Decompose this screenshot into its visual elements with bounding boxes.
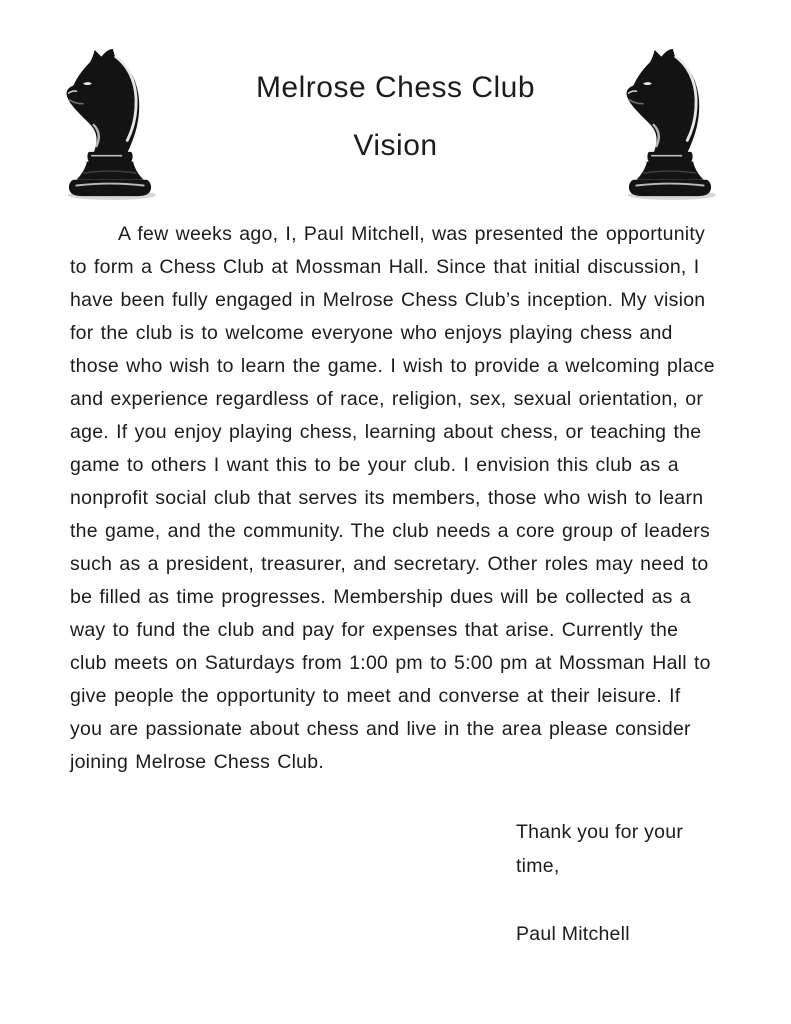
signature-name: Paul Mitchell bbox=[516, 923, 630, 945]
page-title: Melrose Chess Club bbox=[255, 71, 536, 104]
letter-main bbox=[0, 212, 791, 951]
letter-signoff bbox=[516, 815, 731, 951]
letter-body-paragraph: A few weeks ago, I, Paul Mitchell, was presented the opportunity to form a Chess Club at Mossman Hall. Since that initial discussion, I have been fully engaged in Melrose Chess Club’s inception. My vision for the club is to welcome everyone who enjoys playing chess and those who wish to learn the game. I wish to provide a welcoming place and experience regardless of race, religion, sex, sexual orientation, or age. If you enjoy playing chess, learning about chess, or teaching the game to others I want this to be your club. I envision this club as a nonprofit social club that serves its members, those who wish to learn the game, and the community. The club needs a core group of leaders such as a president, treasurer, and secretary. Other roles may need to be filled as time progresses. Membership dues will be collected as a way to fund the club and pay for expenses that arise. Currently the club meets on Saturdays from 1:00 pm to 5:00 pm at Mossman Hall to give people the opportunity to meet and converse at their leisure. If you are passionate about chess and live in the area please consider joining Melrose Chess Club. bbox=[70, 223, 715, 773]
closing-line: Thank you for your time, bbox=[516, 821, 684, 877]
knight-chess-piece-icon-left bbox=[60, 44, 160, 202]
knight-chess-piece-icon-right bbox=[620, 44, 720, 202]
letter-header bbox=[0, 0, 791, 212]
page-subtitle: Vision bbox=[353, 129, 438, 162]
